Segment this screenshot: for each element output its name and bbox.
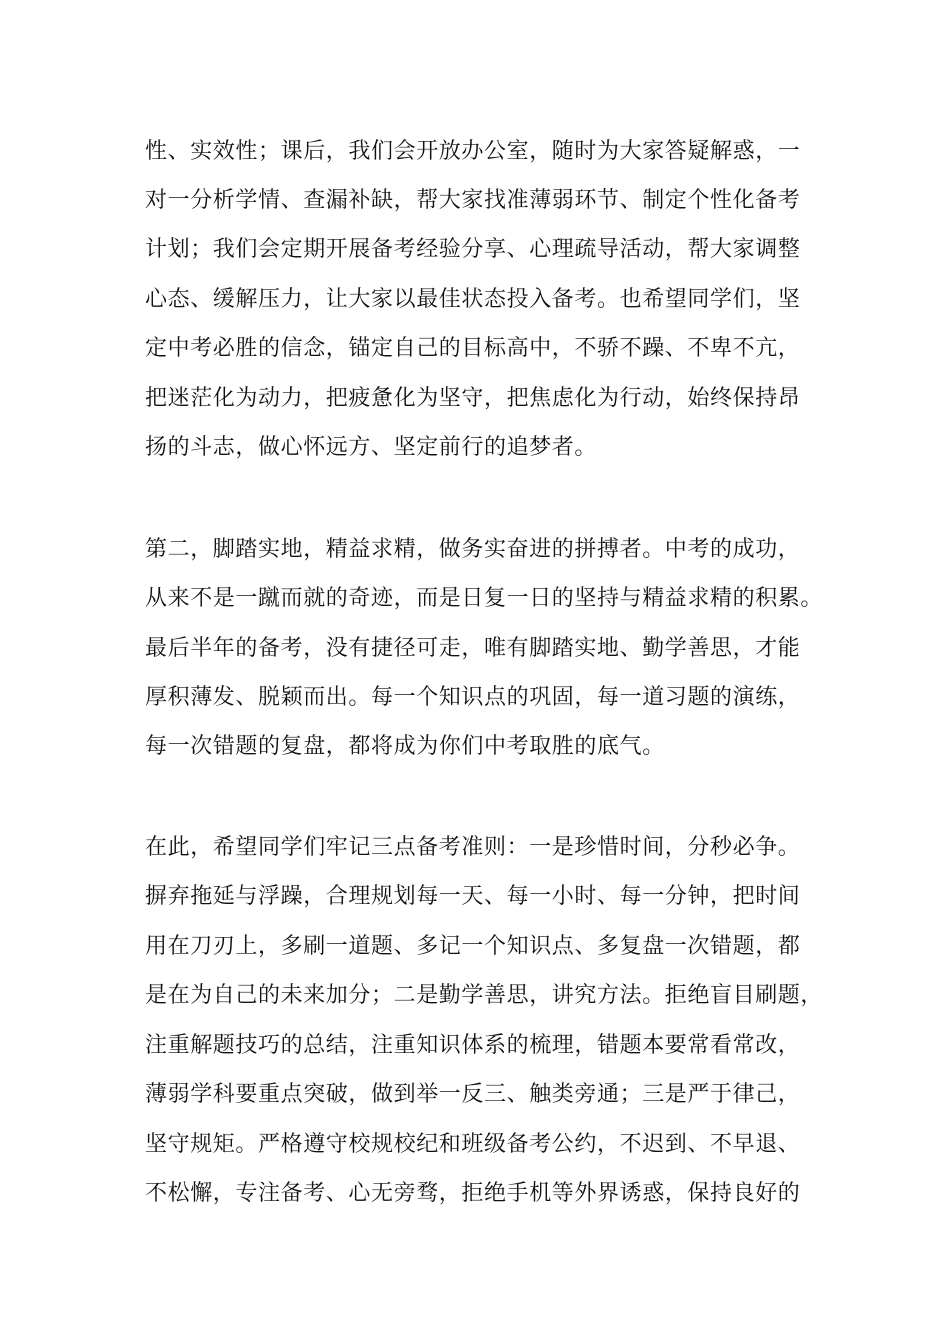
paragraph-line: 是在为自己的未来加分；二是勤学善思，讲究方法。拒绝盲目刷题，	[145, 983, 824, 1008]
paragraph-line: 把迷茫化为动力，把疲惫化为坚守，把焦虑化为行动，始终保持昂	[145, 386, 801, 411]
paragraph-line: 扬的斗志，做心怀远方、坚定前行的追梦者。	[145, 435, 598, 460]
paragraph-line: 在此，希望同学们牢记三点备考准则：一是珍惜时间，分秒必争。	[145, 835, 801, 860]
paragraph-line: 性、实效性；课后，我们会开放办公室，随时为大家答疑解惑，一	[145, 139, 801, 164]
paragraph-line: 每一次错题的复盘，都将成为你们中考取胜的底气。	[145, 734, 665, 759]
paragraph-line: 厚积薄发、脱颖而出。每一个知识点的巩固，每一道习题的演练，	[145, 685, 801, 710]
paragraph-line: 计划；我们会定期开展备考经验分享、心理疏导活动，帮大家调整	[145, 237, 801, 262]
paragraph-line: 最后半年的备考，没有捷径可走，唯有脚踏实地、勤学善思，才能	[145, 636, 801, 661]
paragraph-line: 薄弱学科要重点突破，做到举一反三、触类旁通；三是严于律己，	[145, 1082, 801, 1107]
paragraph-line: 心态、缓解压力，让大家以最佳状态投入备考。也希望同学们，坚	[145, 287, 801, 312]
paragraph-line: 第二，脚踏实地，精益求精，做务实奋进的拼搏者。中考的成功，	[145, 537, 801, 562]
paragraph-line: 摒弃拖延与浮躁，合理规划每一天、每一小时、每一分钟，把时间	[145, 884, 801, 909]
paragraph-line: 从来不是一蹴而就的奇迹，而是日复一日的坚持与精益求精的积累。	[145, 586, 824, 611]
paragraph-line: 不松懈，专注备考、心无旁骛，拒绝手机等外界诱惑，保持良好的	[145, 1181, 801, 1206]
paragraph-line: 定中考必胜的信念，锚定自己的目标高中，不骄不躁、不卑不亢，	[145, 336, 801, 361]
paragraph-line: 坚守规矩。严格遵守校规校纪和班级备考公约，不迟到、不早退、	[145, 1132, 801, 1157]
paragraph-line: 注重解题技巧的总结，注重知识体系的梳理，错题本要常看常改，	[145, 1033, 801, 1058]
paragraph-line: 用在刀刃上，多刷一道题、多记一个知识点、多复盘一次错题，都	[145, 934, 801, 959]
paragraph-line: 对一分析学情、查漏补缺，帮大家找准薄弱环节、制定个性化备考	[145, 188, 801, 213]
